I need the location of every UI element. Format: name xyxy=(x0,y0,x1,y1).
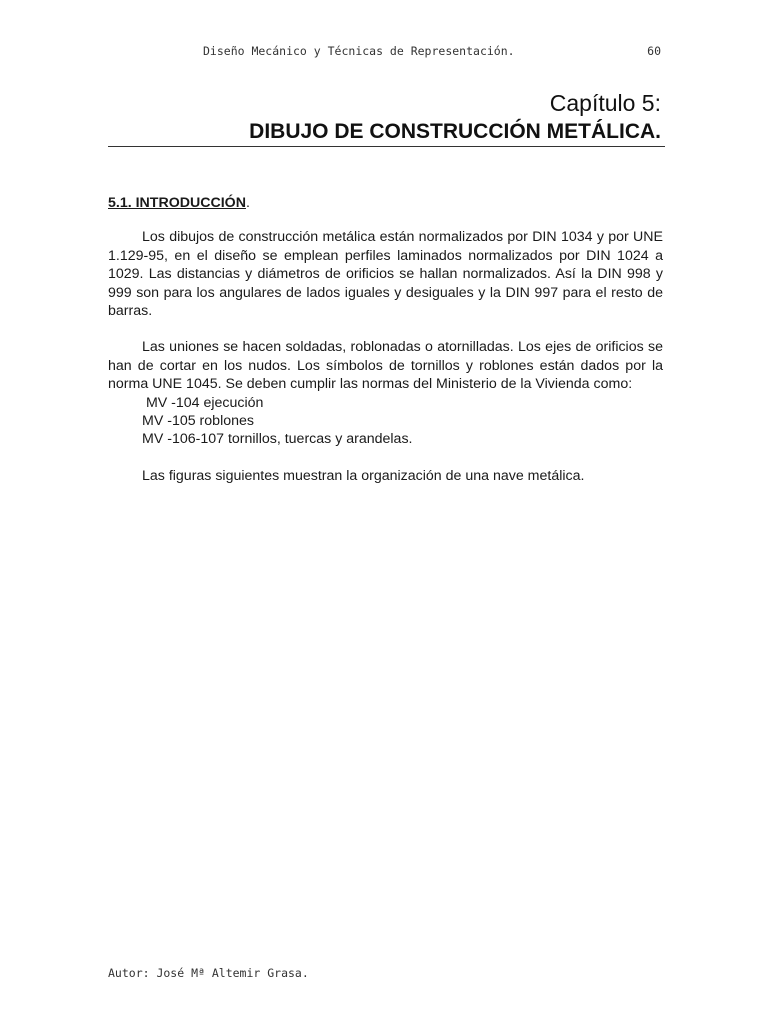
section-heading-text: 5.1. INTRODUCCIÓN xyxy=(108,195,246,211)
norms-list xyxy=(142,394,663,449)
list-item: MV -104 ejecución xyxy=(142,394,264,411)
list-item: MV -105 roblones xyxy=(142,413,254,430)
page-body xyxy=(108,194,663,503)
heading-divider xyxy=(108,146,665,147)
paragraph-intro: Los dibujos de construcción metálica están normalizados por DIN 1034 y por UNE 1.129-95, en el diseño se emplean perfiles laminados normalizados por DIN 1024 a 1029. Las distancias y diámetros de orificios se hallan normalizados. Así la DIN 998 y 999 son para los angulares de lados iguales y desiguales y la DIN 997 para el resto de barras. xyxy=(108,229,663,320)
page-number: 60 xyxy=(647,44,661,58)
paragraph-unions: Las uniones se hacen soldadas, roblonadas o atornilladas. Los ejes de orificios se han de cortar en los nudos. Los símbolos de tornillos y roblones están dados por la norma UNE 1045. Se deben cumplir las normas del Ministerio de la Vivienda como: xyxy=(108,339,663,393)
chapter-heading xyxy=(108,88,663,146)
header-title: Diseño Mecánico y Técnicas de Representación. xyxy=(203,44,515,58)
section-heading xyxy=(108,194,663,212)
chapter-label: Capítulo 5: xyxy=(549,90,661,116)
paragraph-closing: Las figuras siguientes muestran la organización de una nave metálica. xyxy=(142,467,585,484)
page-footer: Autor: José Mª Altemir Grasa. xyxy=(108,966,309,980)
section-heading-punct: . xyxy=(245,195,250,211)
chapter-title: DIBUJO DE CONSTRUCCIÓN METÁLICA. xyxy=(249,120,661,143)
list-item: MV -106-107 tornillos, tuercas y arandelas. xyxy=(142,431,413,448)
